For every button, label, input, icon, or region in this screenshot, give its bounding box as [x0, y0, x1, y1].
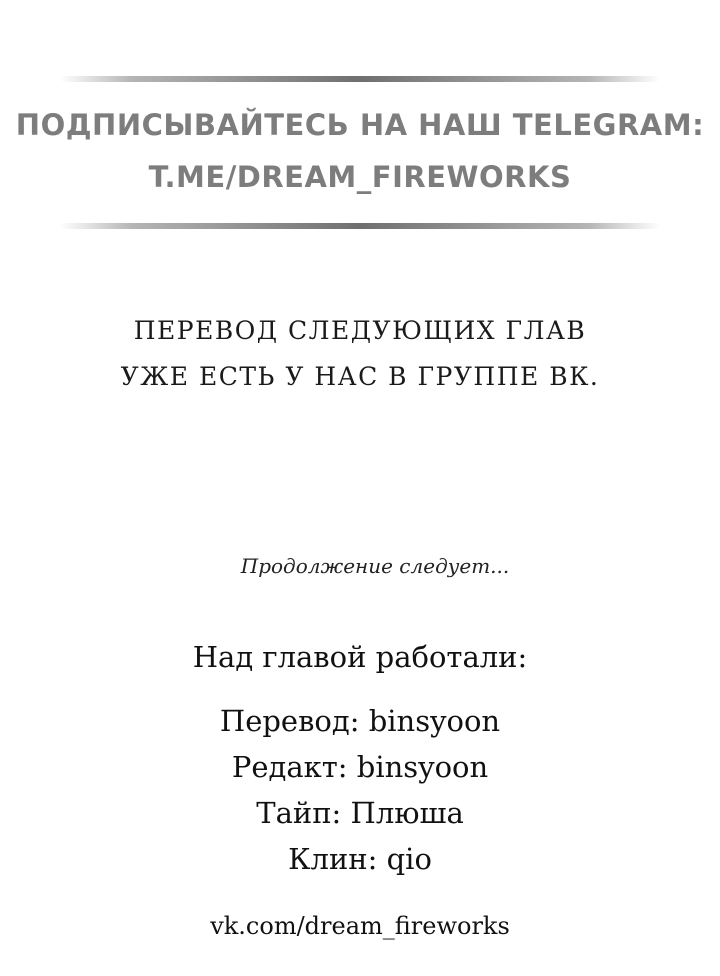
- credit-editing: Редакт: binsyoon: [231, 750, 489, 784]
- bottom-divider: [60, 223, 660, 229]
- credit-typesetting: Тайп: Плюша: [256, 796, 464, 830]
- telegram-heading: ПОДПИСЫВАЙТЕСЬ НА НАШ TELEGRAM:: [15, 108, 705, 142]
- vk-link[interactable]: vk.com/dream_fireworks: [210, 912, 510, 940]
- credit-cleaning: Клин: qio: [288, 842, 432, 876]
- credit-translation: Перевод: binsyoon: [219, 704, 501, 738]
- credits-title: Над главой работали:: [192, 640, 528, 674]
- telegram-link[interactable]: T.ME/DREAM_FIREWORKS: [148, 160, 572, 194]
- notice-line-1: ПЕРЕВОД СЛЕДУЮЩИХ ГЛАВ: [133, 316, 587, 345]
- notice-line-2: УЖЕ ЕСТЬ У НАС В ГРУППЕ ВК.: [120, 362, 600, 391]
- top-divider: [60, 76, 660, 82]
- to-be-continued: Продолжение следует...: [240, 554, 510, 578]
